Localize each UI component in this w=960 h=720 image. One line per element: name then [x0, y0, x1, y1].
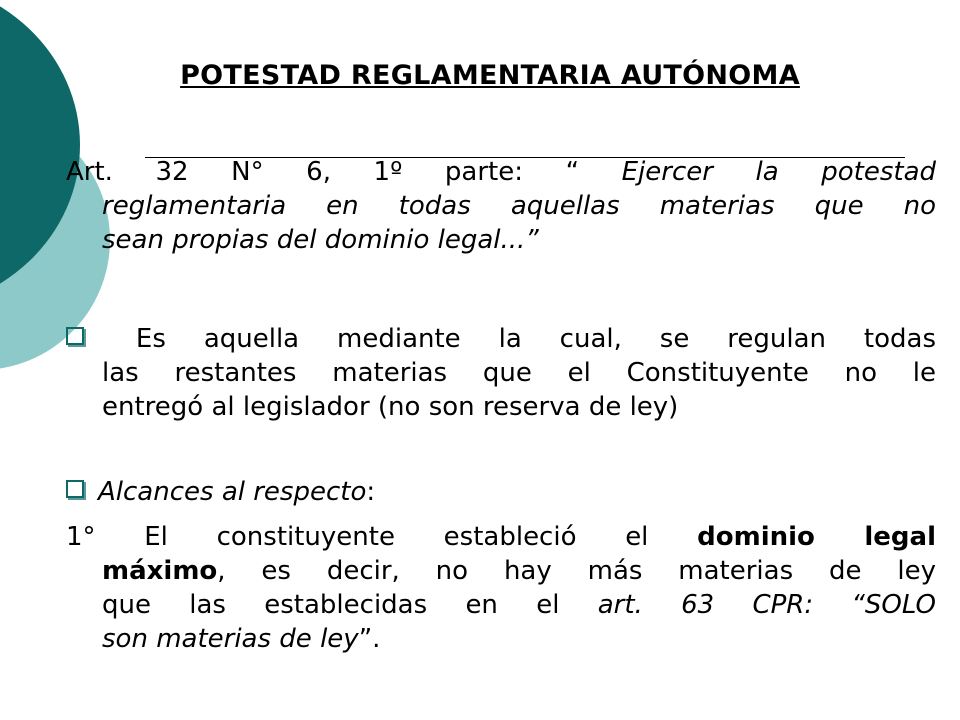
point-one-line-4	[66, 622, 936, 656]
quote-text: sean propias del dominio legal...”	[102, 225, 539, 255]
point-text: , es decir, no hay más materias de ley	[217, 556, 936, 586]
bullet-definition-line-1	[66, 322, 936, 356]
point-one-line-1	[66, 520, 936, 554]
bullet-square-icon	[66, 480, 84, 498]
bullet-square-icon	[66, 327, 84, 345]
bullet-definition	[66, 322, 936, 424]
point-one-line-3	[66, 588, 936, 622]
bullet-scope	[66, 475, 936, 509]
bullet-definition-line-3	[66, 390, 936, 424]
article-citation: son materias de ley	[102, 624, 359, 654]
point-text: que las establecidas en el	[102, 590, 598, 620]
point-one	[66, 520, 936, 656]
point-text: 1° El constituyente estableció el	[66, 522, 698, 552]
bullet-text: las restantes materias que el Constituyente no le	[102, 358, 936, 388]
slide-title: POTESTAD REGLAMENTARIA AUTÓNOMA	[180, 60, 800, 91]
scope-heading: Alcances al respecto	[98, 477, 367, 507]
bullet-text: entregó al legislador (no son reserva de ley)	[102, 392, 679, 422]
article-quote-line-1	[66, 155, 936, 189]
point-emphasis: máximo	[102, 556, 218, 586]
point-one-line-2	[66, 554, 936, 588]
article-citation: art. 63 CPR: “SOLO	[597, 590, 936, 620]
article-quote	[66, 155, 936, 257]
quote-text: Ejercer la potestad	[621, 157, 937, 187]
bullet-text: Es aquella mediante la cual, se regulan todas	[98, 324, 936, 354]
bullet-scope-line	[66, 475, 936, 509]
point-emphasis: dominio legal	[697, 522, 936, 552]
article-quote-line-2	[66, 189, 936, 223]
article-reference: Art. 32 N° 6, 1º parte: “	[66, 157, 622, 187]
quote-text: reglamentaria en todas aquellas materias que no	[102, 191, 936, 221]
article-quote-line-3	[66, 223, 936, 257]
bullet-definition-line-2	[66, 356, 936, 390]
scope-colon: :	[366, 477, 376, 507]
point-text: ”.	[358, 624, 381, 654]
